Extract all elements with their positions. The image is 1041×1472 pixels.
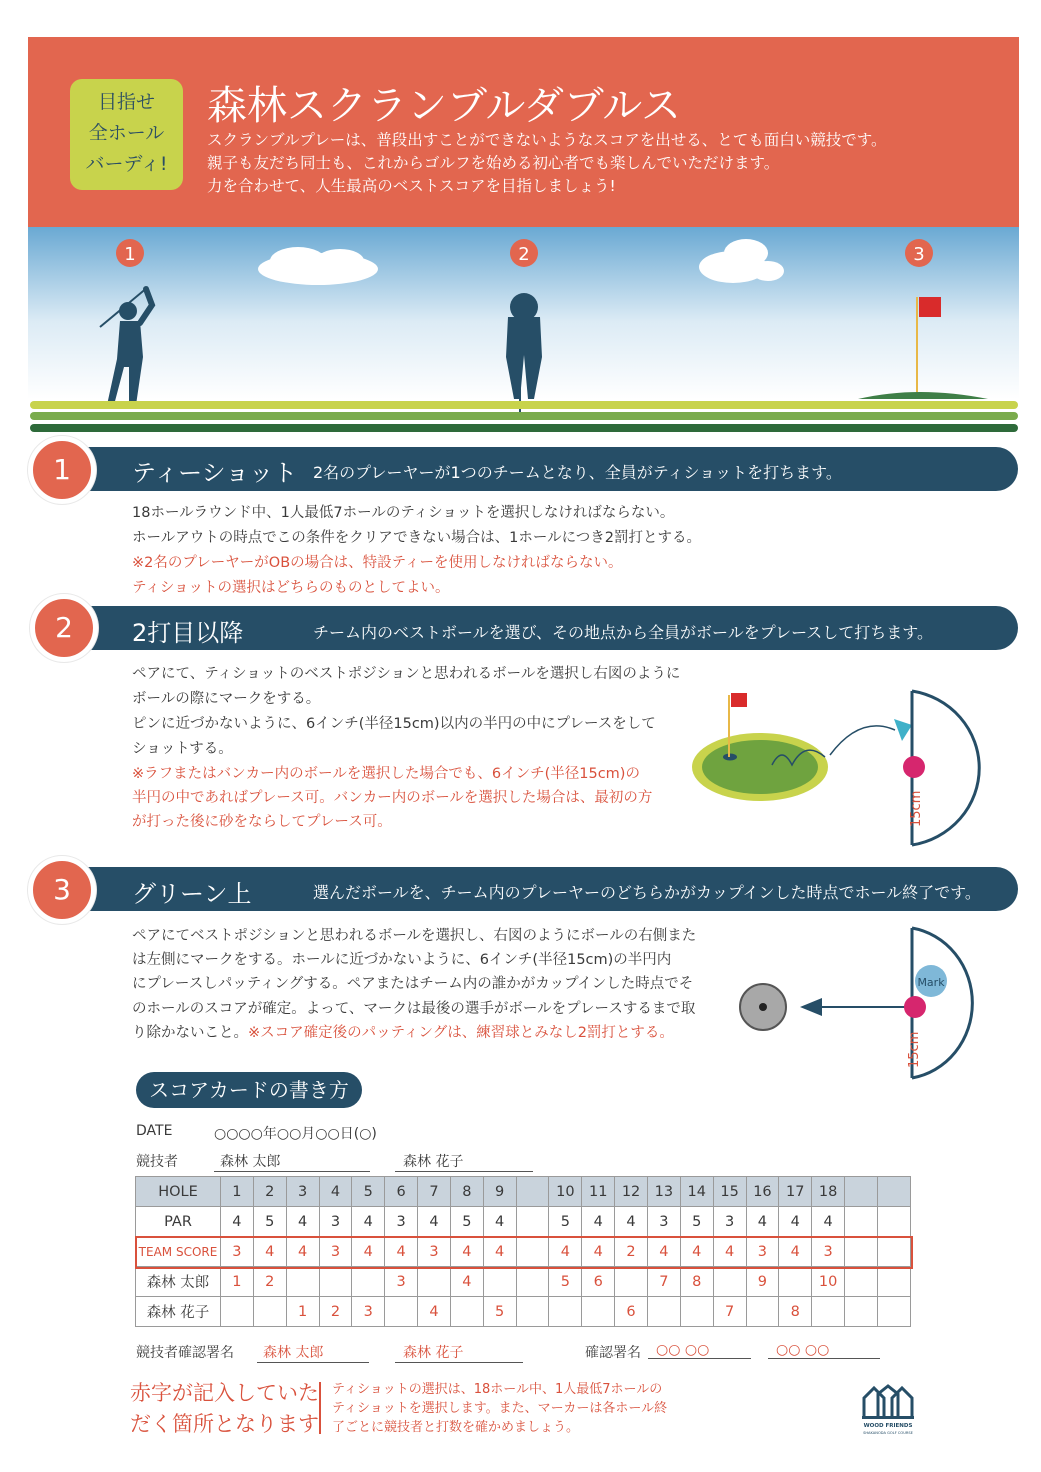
placement-diagram-green — [730, 920, 1005, 1085]
birdie-badge — [70, 79, 183, 190]
verify-label: 確認署名 — [585, 1345, 641, 1361]
score-cell — [877, 1207, 910, 1237]
score-cell: 2 — [253, 1177, 286, 1207]
score-cell: 10 — [549, 1177, 582, 1207]
section-description: チーム内のベストボールを選び、その地点から全員がボールをプレースして打ちます。 — [313, 623, 934, 642]
ball-icon — [903, 756, 925, 778]
score-cell: 6 — [615, 1297, 648, 1327]
ground-stripe — [30, 424, 1018, 432]
score-cell: 4 — [713, 1237, 746, 1267]
score-cell: 2 — [319, 1297, 352, 1327]
rule-note: ※スコア確定後のパッティングは、練習球とみなし2罰打とする。 — [248, 1025, 674, 1041]
score-cell: 5 — [352, 1177, 385, 1207]
arrow-head-icon — [800, 998, 822, 1016]
green-inner — [702, 740, 818, 794]
score-cell: 4 — [483, 1237, 516, 1267]
radius-label: 15cm — [907, 1031, 922, 1068]
row-label: HOLE — [136, 1177, 221, 1207]
rule-note: ティショットの選択はどちらのものとしてよい。 — [132, 580, 450, 596]
intro-line: 力を合わせて、人生最高のベストスコアを目指しましょう! — [207, 177, 616, 195]
score-cell — [877, 1267, 910, 1297]
score-cell: 4 — [483, 1207, 516, 1237]
score-cell: 4 — [286, 1237, 319, 1267]
rule-text: ショットする。 — [132, 741, 233, 757]
placement-diagram-fairway — [690, 685, 1000, 850]
row-label: PAR — [136, 1207, 221, 1237]
score-cell: 1 — [286, 1297, 319, 1327]
rule-text: ボールの際にマークをする。 — [132, 691, 321, 707]
intro-line: 親子も友だち同士も、これからゴルフを始める初心者でも楽しんでいただけます。 — [207, 154, 780, 172]
score-cell — [647, 1297, 680, 1327]
rule-text: 18ホールラウンド中、1人最低7ホールのティショットを選択しなければならない。 — [132, 505, 675, 521]
rule-note: ※2名のプレーヤーがOBの場合は、特設ティーを使用しなければならない。 — [132, 555, 623, 571]
step-number: 3 — [913, 244, 925, 265]
score-cell — [516, 1267, 549, 1297]
score-cell: 17 — [779, 1177, 812, 1207]
date-value: ○○○○年○○月○○日(○) — [214, 1126, 377, 1142]
score-cell: 4 — [221, 1207, 254, 1237]
player-name-field: 森林 太郎 — [214, 1151, 370, 1172]
score-cell: 4 — [680, 1237, 713, 1267]
score-cell: 18 — [812, 1177, 845, 1207]
score-cell — [516, 1177, 549, 1207]
score-cell: 3 — [418, 1237, 451, 1267]
score-cell — [845, 1297, 878, 1327]
score-cell — [615, 1267, 648, 1297]
score-cell — [319, 1267, 352, 1297]
score-cell: 3 — [812, 1237, 845, 1267]
score-cell: 15 — [713, 1177, 746, 1207]
badge-line: バーディ! — [85, 153, 168, 175]
score-cell: 9 — [483, 1177, 516, 1207]
logo-text: WOOD FRIENDS — [863, 1423, 913, 1429]
score-cell — [253, 1297, 286, 1327]
ground-stripe — [30, 401, 1018, 409]
rule-note: 半円の中であればプレース可。バンカー内のボールを選択した場合は、最初の方 — [132, 790, 653, 806]
row-label: 森林 太郎 — [136, 1267, 221, 1297]
ball-icon — [904, 996, 926, 1018]
section-number: 2 — [30, 594, 98, 662]
score-cell: 4 — [352, 1237, 385, 1267]
score-cell — [516, 1207, 549, 1237]
row-label: 森林 花子 — [136, 1297, 221, 1327]
player-name-field: 森林 花子 — [395, 1151, 533, 1172]
footer-line: だく箇所となります — [130, 1412, 319, 1436]
rule-text: のホールのスコアが確定。よって、マークは最後の選手がボールをプレースするまで取 — [132, 1001, 696, 1017]
players-label: 競技者 — [136, 1154, 178, 1170]
score-cell — [418, 1267, 451, 1297]
row-label: TEAM SCORE — [136, 1237, 221, 1267]
score-cell — [845, 1267, 878, 1297]
logo-subtext: SHAKANODA GOLF COURSE — [863, 1431, 913, 1435]
tree-icon — [864, 1386, 912, 1416]
score-cell: 4 — [319, 1177, 352, 1207]
score-cell: 6 — [385, 1177, 418, 1207]
score-cell: 3 — [319, 1207, 352, 1237]
score-cell: 8 — [680, 1267, 713, 1297]
flag-icon — [731, 693, 747, 707]
confirm-signature: 森林 太郎 — [257, 1342, 369, 1363]
score-cell: 7 — [713, 1297, 746, 1327]
score-cell: 3 — [286, 1177, 319, 1207]
intro-line: スクランブルプレーは、普段出すことができないようなスコアを出せる、とても面白い競技です。 — [207, 131, 887, 149]
verify-signature: ○○ ○○ — [768, 1342, 880, 1359]
confirm-label: 競技者確認署名 — [136, 1345, 234, 1361]
footer-line: ティショットの選択は、18ホール中、1人最低7ホールの — [332, 1382, 663, 1397]
score-cell: 4 — [746, 1207, 779, 1237]
rule-text: ペアにてベストポジションと思われるボールを選択し、右図のようにボールの右側また — [132, 928, 697, 944]
cup-hole — [759, 1003, 767, 1011]
rule-text: ペアにて、ティショットのベストポジションと思われるボールを選択し右図のように — [132, 666, 681, 682]
score-cell — [845, 1177, 878, 1207]
radius-label: 15cm — [909, 790, 924, 827]
score-cell: 5 — [450, 1207, 483, 1237]
rule-note: ※ラフまたはバンカー内のボールを選択した場合でも、6インチ(半径15cm)の — [132, 766, 640, 782]
score-cell: 4 — [779, 1207, 812, 1237]
score-cell: 8 — [779, 1297, 812, 1327]
section-title: 2打目以降 — [132, 619, 244, 647]
score-cell: 4 — [450, 1267, 483, 1297]
footer-line: ティショットを選択します。また、マーカーは各ホール終 — [332, 1401, 668, 1416]
footer-line: 了ごとに競技者と打数を確かめましょう。 — [332, 1420, 580, 1435]
page-title: 森林スクランブルダブルス — [207, 83, 681, 129]
score-cell: 4 — [582, 1237, 615, 1267]
score-cell — [582, 1297, 615, 1327]
score-cell: 6 — [582, 1267, 615, 1297]
score-cell: 4 — [352, 1207, 385, 1237]
score-cell: 3 — [647, 1207, 680, 1237]
score-cell — [483, 1267, 516, 1297]
score-cell: 4 — [582, 1207, 615, 1237]
row-player2 — [136, 1297, 911, 1327]
score-cell: 5 — [549, 1207, 582, 1237]
score-cell: 2 — [615, 1237, 648, 1267]
rule-note: が打った後に砂をならしてプレース可。 — [132, 814, 392, 830]
section-number: 1 — [28, 436, 96, 504]
score-cell: 4 — [418, 1207, 451, 1237]
row-player1 — [136, 1267, 911, 1297]
score-cell: 3 — [385, 1267, 418, 1297]
badge-line: 目指せ — [97, 91, 155, 113]
footer-divider — [319, 1382, 321, 1434]
score-cell — [385, 1297, 418, 1327]
row-hole — [136, 1177, 911, 1207]
score-cell: 12 — [615, 1177, 648, 1207]
score-cell: 8 — [450, 1177, 483, 1207]
score-cell: 4 — [385, 1237, 418, 1267]
verify-signature: ○○ ○○ — [648, 1342, 751, 1359]
score-cell: 4 — [615, 1207, 648, 1237]
team-score-highlight — [135, 1236, 913, 1269]
score-cell — [352, 1267, 385, 1297]
wood-friends-logo — [858, 1382, 918, 1438]
score-cell: 1 — [221, 1267, 254, 1297]
score-cell — [286, 1267, 319, 1297]
score-cell: 13 — [647, 1177, 680, 1207]
score-cell: 10 — [812, 1267, 845, 1297]
score-cell: 14 — [680, 1177, 713, 1207]
golf-scene-illustration — [28, 227, 1019, 437]
step-marker-3 — [905, 239, 933, 267]
score-cell: 3 — [746, 1237, 779, 1267]
score-cell: 4 — [286, 1207, 319, 1237]
score-cell — [680, 1297, 713, 1327]
score-cell: 4 — [647, 1237, 680, 1267]
date-label: DATE — [136, 1123, 173, 1139]
score-cell — [713, 1267, 746, 1297]
rule-text: ホールアウトの時点でこの条件をクリアできない場合は、1ホールにつき2罰打とする。 — [132, 530, 702, 546]
approach-path — [830, 726, 895, 755]
score-cell — [812, 1297, 845, 1327]
score-cell: 4 — [253, 1237, 286, 1267]
mark-label: Mark — [917, 976, 945, 989]
score-cell: 4 — [549, 1237, 582, 1267]
score-cell: 3 — [385, 1207, 418, 1237]
footer-note-small — [332, 1380, 667, 1437]
rule-text: は左側にマークをする。ホールに近づかないように、6インチ(半径15cm)の半円内 — [132, 952, 672, 968]
score-cell: 2 — [253, 1267, 286, 1297]
score-cell: 3 — [221, 1237, 254, 1267]
score-cell — [877, 1177, 910, 1207]
footer-note-large — [130, 1378, 319, 1440]
section-description: 2名のプレーヤーが1つのチームとなり、全員がティショットを打ちます。 — [313, 463, 842, 482]
score-cell: 1 — [221, 1177, 254, 1207]
tee-marker-icon — [894, 719, 912, 741]
step-marker-2 — [510, 239, 538, 267]
section-title: グリーン上 — [132, 880, 252, 908]
score-cell: 4 — [418, 1297, 451, 1327]
rule-text-line — [132, 1021, 674, 1042]
score-cell: 16 — [746, 1177, 779, 1207]
score-cell — [877, 1297, 910, 1327]
score-cell: 5 — [680, 1207, 713, 1237]
score-cell: 5 — [253, 1207, 286, 1237]
row-par — [136, 1207, 911, 1237]
score-cell: 3 — [319, 1237, 352, 1267]
confirm-signature: 森林 花子 — [395, 1342, 523, 1363]
ground-stripe — [30, 412, 1018, 420]
score-cell: 4 — [812, 1207, 845, 1237]
step-marker-1 — [116, 239, 144, 267]
step-number: 1 — [124, 244, 136, 265]
score-cell: 3 — [713, 1207, 746, 1237]
section-description: 選んだボールを、チーム内のプレーヤーのどちらかがカップインした時点でホール終了です。 — [313, 883, 981, 902]
score-cell — [845, 1207, 878, 1237]
rule-text: ピンに近づかないように、6インチ(半径15cm)以内の半円の中にプレースをして — [132, 716, 656, 732]
score-cell: 4 — [779, 1237, 812, 1267]
score-cell — [549, 1297, 582, 1327]
rule-text: り除かないこと。 — [132, 1025, 248, 1041]
scorecard-title: スコアカードの書き方 — [136, 1072, 362, 1108]
score-cell: 11 — [582, 1177, 615, 1207]
footer-line: 赤字が記入していた — [130, 1381, 319, 1405]
score-cell — [221, 1297, 254, 1327]
score-cell — [779, 1267, 812, 1297]
section-title: ティーショット — [132, 459, 298, 487]
badge-line: 全ホール — [88, 122, 165, 144]
score-cell: 7 — [418, 1177, 451, 1207]
score-cell: 5 — [549, 1267, 582, 1297]
score-cell: 5 — [483, 1297, 516, 1327]
score-cell: 3 — [352, 1297, 385, 1327]
score-cell — [516, 1297, 549, 1327]
score-cell — [450, 1297, 483, 1327]
score-cell: 7 — [647, 1267, 680, 1297]
score-cell: 4 — [450, 1237, 483, 1267]
section-number: 3 — [28, 856, 96, 924]
score-cell — [746, 1297, 779, 1327]
score-cell: 9 — [746, 1267, 779, 1297]
rule-text: にプレースしパッティングする。ペアまたはチーム内の誰かがカップインした時点でそ — [132, 976, 694, 992]
step-number: 2 — [518, 244, 530, 265]
